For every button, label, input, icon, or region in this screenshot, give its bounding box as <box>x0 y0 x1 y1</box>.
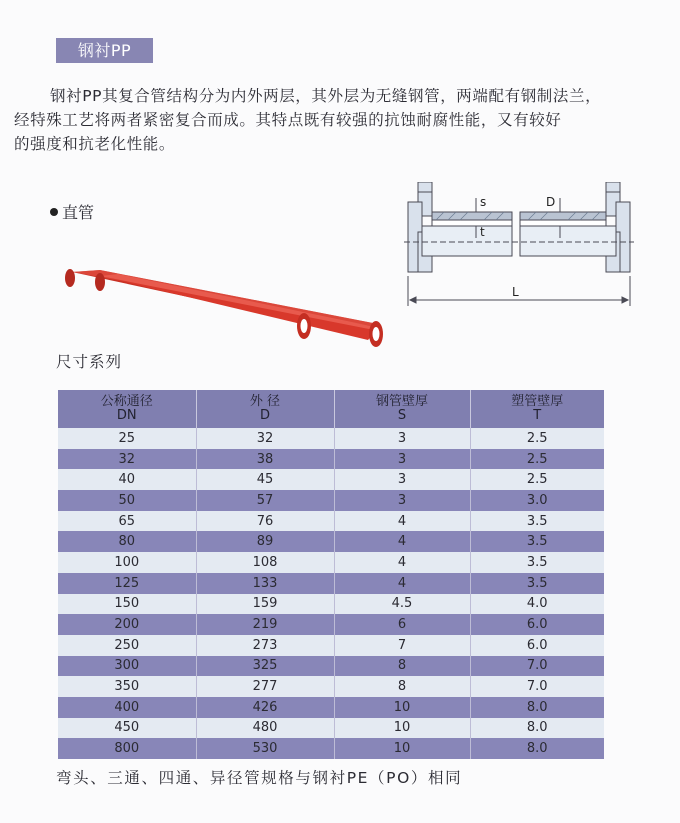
table-cell: 3.5 <box>470 511 604 532</box>
table-body <box>58 428 604 759</box>
table-row <box>58 718 604 739</box>
table-row <box>58 614 604 635</box>
table-cell: 530 <box>196 738 334 759</box>
table-cell: 50 <box>58 490 196 511</box>
table-cell: 2.5 <box>470 469 604 490</box>
table-row <box>58 531 604 552</box>
label-d: D <box>546 195 556 209</box>
table-row <box>58 552 604 573</box>
header-dn-code: DN <box>116 408 137 423</box>
table-cell: 8.0 <box>470 718 604 739</box>
table-header-row <box>58 390 604 428</box>
table-cell: 426 <box>196 697 334 718</box>
header-t-code: T <box>533 408 542 423</box>
table-cell: 65 <box>58 511 196 532</box>
header-dn-cn: 公称通径 <box>100 394 153 409</box>
table-cell: 800 <box>58 738 196 759</box>
table-cell: 273 <box>196 635 334 656</box>
table-cell: 10 <box>334 738 470 759</box>
table-cell: 4.0 <box>470 594 604 615</box>
table-cell: 100 <box>58 552 196 573</box>
table-cell: 76 <box>196 511 334 532</box>
table-cell: 7.0 <box>470 656 604 677</box>
table-cell: 80 <box>58 531 196 552</box>
table-cell: 25 <box>58 428 196 449</box>
table-cell: 8 <box>334 656 470 677</box>
table-cell: 3.5 <box>470 531 604 552</box>
label-s: s <box>480 195 487 209</box>
table-cell: 3 <box>334 449 470 470</box>
table-row <box>58 594 604 615</box>
pipe-photo <box>60 262 390 352</box>
table-row <box>58 511 604 532</box>
table-cell: 4 <box>334 531 470 552</box>
table-cell: 350 <box>58 676 196 697</box>
table-cell: 3.5 <box>470 573 604 594</box>
header-t-cn: 塑管壁厚 <box>511 394 564 409</box>
table-cell: 45 <box>196 469 334 490</box>
table-cell: 3 <box>334 469 470 490</box>
table-cell: 325 <box>196 656 334 677</box>
table-cell: 8.0 <box>470 738 604 759</box>
table-cell: 7.0 <box>470 676 604 697</box>
bullet-icon <box>50 208 58 216</box>
table-row <box>58 635 604 656</box>
table-cell: 38 <box>196 449 334 470</box>
table-row <box>58 573 604 594</box>
table-cell: 10 <box>334 718 470 739</box>
table-cell: 159 <box>196 594 334 615</box>
table-cell: 32 <box>58 449 196 470</box>
table-cell: 32 <box>196 428 334 449</box>
table-cell: 3 <box>334 490 470 511</box>
table-cell: 250 <box>58 635 196 656</box>
header-d-code: D <box>259 408 270 423</box>
table-cell: 6.0 <box>470 614 604 635</box>
intro-line-3: 的强度和抗老化性能。 <box>14 135 176 153</box>
table-cell: 10 <box>334 697 470 718</box>
straight-pipe-label: 直管 <box>62 203 95 222</box>
table-cell: 57 <box>196 490 334 511</box>
intro-paragraph <box>14 84 676 156</box>
table-cell: 3.5 <box>470 552 604 573</box>
table-cell: 8.0 <box>470 697 604 718</box>
table-cell: 133 <box>196 573 334 594</box>
header-d <box>196 390 334 428</box>
table-cell: 40 <box>58 469 196 490</box>
label-l: L <box>512 285 519 299</box>
header-dn <box>58 390 196 428</box>
back-pipe-flange-left <box>65 269 75 287</box>
table-cell: 125 <box>58 573 196 594</box>
table-row <box>58 449 604 470</box>
table-cell: 277 <box>196 676 334 697</box>
label-t: t <box>480 225 485 239</box>
size-series-title: 尺寸系列 <box>56 353 123 371</box>
footer-note: 弯头、三通、四通、异径管规格与钢衬PE（PO）相同 <box>56 769 463 787</box>
header-s-code: S <box>397 408 407 423</box>
front-pipe-flange-left <box>95 273 105 291</box>
table-cell: 200 <box>58 614 196 635</box>
table-cell: 480 <box>196 718 334 739</box>
intro-line-2: 经特殊工艺将两者紧密复合而成。其特点既有较强的抗蚀耐腐性能，又有较好 <box>14 111 562 129</box>
table-cell: 4 <box>334 511 470 532</box>
header-d-cn: 外 径 <box>249 394 281 409</box>
table-cell: 6.0 <box>470 635 604 656</box>
table-cell: 2.5 <box>470 428 604 449</box>
table-cell: 89 <box>196 531 334 552</box>
table-cell: 108 <box>196 552 334 573</box>
section-title-badge: 钢衬PP <box>56 38 153 63</box>
table-row <box>58 490 604 511</box>
table-cell: 6 <box>334 614 470 635</box>
table-row <box>58 656 604 677</box>
straight-pipe-heading <box>50 200 94 223</box>
table-cell: 219 <box>196 614 334 635</box>
table-cell: 3.0 <box>470 490 604 511</box>
table-cell: 8 <box>334 676 470 697</box>
table-cell: 400 <box>58 697 196 718</box>
header-s-cn: 钢管壁厚 <box>375 394 428 409</box>
table-cell: 150 <box>58 594 196 615</box>
table-row <box>58 676 604 697</box>
table-cell: 3 <box>334 428 470 449</box>
intro-line-1: 钢衬PP其复合管结构分为内外两层，其外层为无缝钢管，两端配有钢制法兰， <box>50 87 602 105</box>
table-cell: 7 <box>334 635 470 656</box>
table-row <box>58 428 604 449</box>
table-row <box>58 738 604 759</box>
table-cell: 4.5 <box>334 594 470 615</box>
header-s <box>334 390 470 428</box>
table-cell: 4 <box>334 552 470 573</box>
size-spec-table <box>58 390 604 759</box>
header-t <box>470 390 604 428</box>
table-cell: 300 <box>58 656 196 677</box>
table-cell: 4 <box>334 573 470 594</box>
table-row <box>58 697 604 718</box>
table-cell: 2.5 <box>470 449 604 470</box>
table-row <box>58 469 604 490</box>
table-cell: 450 <box>58 718 196 739</box>
pipe-section-diagram <box>404 182 634 312</box>
